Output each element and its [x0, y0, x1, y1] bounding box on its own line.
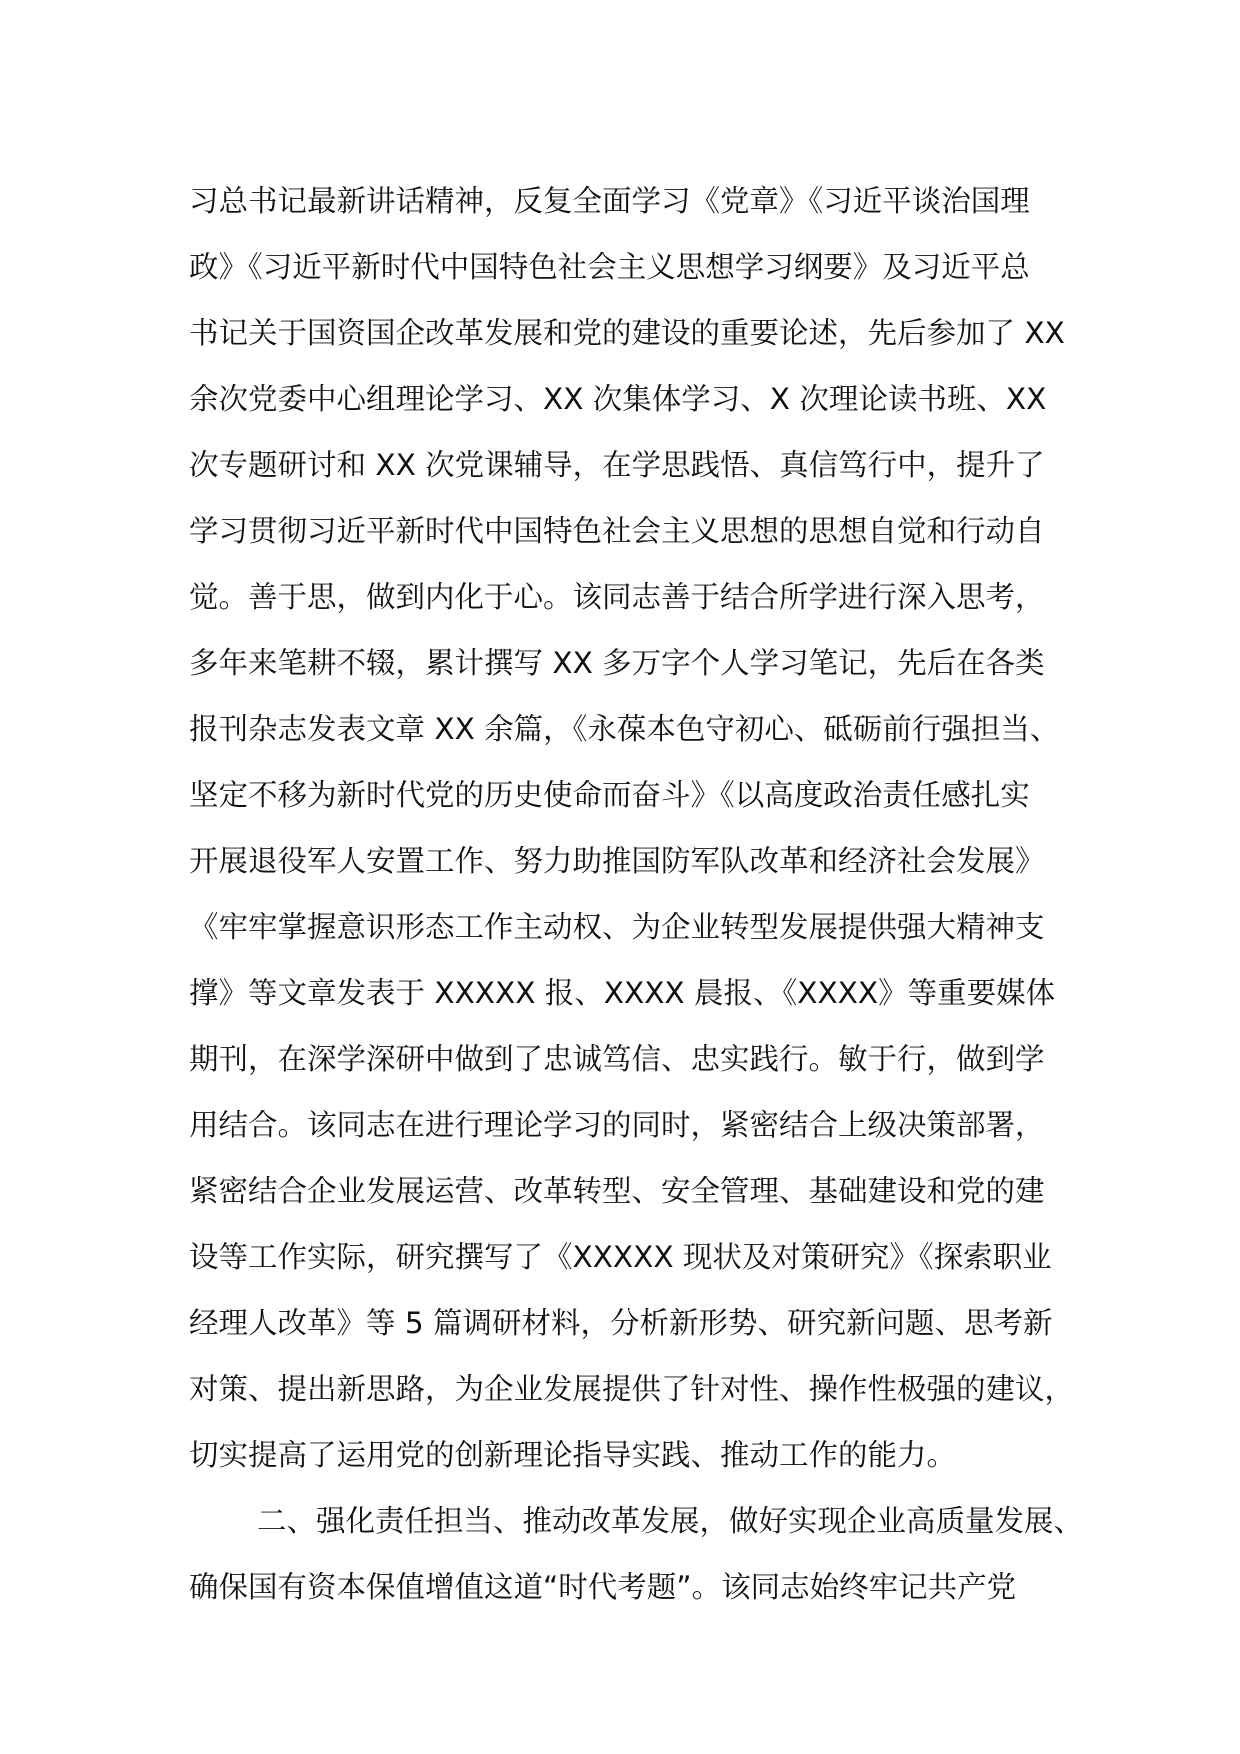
- text-line: 余次党委中心组理论学习、XX 次集体学习、X 次理论读书班、XX: [189, 382, 1047, 416]
- text-line: 多年来笔耕不辍，累计撰写 XX 多万字个人学习笔记，先后在各类: [189, 646, 1045, 680]
- text-line: 政》《习近平新时代中国特色社会主义思想学习纲要》及习近平总: [189, 250, 1030, 284]
- document-body: [189, 168, 1084, 1620]
- text-line: 切实提高了运用党的创新理论指导实践、推动工作的能力。: [189, 1438, 957, 1472]
- text-line: 对策、提出新思路，为企业发展提供了针对性、操作性极强的建议，: [189, 1372, 1075, 1406]
- text-line: 紧密结合企业发展运营、改革转型、安全管理、基础建设和党的建: [189, 1174, 1045, 1208]
- text-line: 学习贯彻习近平新时代中国特色社会主义思想的思想自觉和行动自: [189, 514, 1045, 548]
- text-line: 确保国有资本保值增值这道“时代考题”。该同志始终牢记共产党: [189, 1570, 1017, 1604]
- section-heading-line: 二、强化责任担当、推动改革发展，做好实现企业高质量发展、: [257, 1504, 1084, 1538]
- text-line: 报刊杂志发表文章 XX 余篇，《永葆本色守初心、砥砺前行强担当、: [189, 712, 1060, 746]
- text-line: 用结合。该同志在进行理论学习的同时，紧密结合上级决策部署，: [189, 1108, 1045, 1142]
- text-line: 《牢牢掌握意识形态工作主动权、为企业转型发展提供强大精神支: [189, 910, 1045, 944]
- text-line: 开展退役军人安置工作、努力助推国防军队改革和经济社会发展》: [189, 844, 1045, 878]
- text-line: 坚定不移为新时代党的历史使命而奋斗》《以高度政治责任感扎实: [189, 778, 1030, 812]
- text-line: 设等工作实际，研究撰写了《XXXXX 现状及对策研究》《探索职业: [189, 1240, 1052, 1274]
- text-line: 书记关于国资国企改革发展和党的建设的重要论述，先后参加了 XX: [189, 316, 1065, 350]
- text-line: 经理人改革》等 5 篇调研材料，分析新形势、研究新问题、思考新: [189, 1306, 1053, 1340]
- text-line: 习总书记最新讲话精神，反复全面学习《党章》《习近平谈治国理: [189, 184, 1030, 218]
- text-line: 期刊，在深学深研中做到了忠诚笃信、忠实践行。敏于行，做到学: [189, 1042, 1045, 1076]
- text-line: 觉。善于思，做到内化于心。该同志善于结合所学进行深入思考，: [189, 580, 1045, 614]
- text-line: 撑》等文章发表于 XXXXX 报、XXXX 晨报、《XXXX》等重要媒体: [189, 976, 1056, 1010]
- text-line: 次专题研讨和 XX 次党课辅导，在学思践悟、真信笃行中，提升了: [189, 448, 1045, 482]
